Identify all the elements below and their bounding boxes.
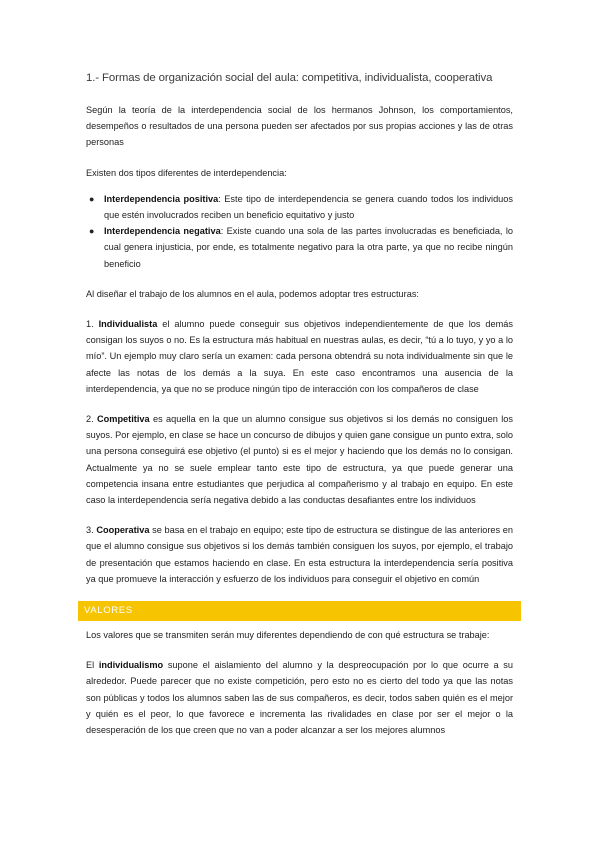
structure-text: el alumno puede conseguir sus objetivos independientemente de que los demás consigan los suyos o no. Es la estructura más habitual en nuestras aulas, es decir, “tú a lo tuyo, y yo a lo mío”. Un ejemplo muy claro sería un examen: cada persona obtendrá su nota individualmente sin que le afecte las notas de los demás a la suya. En este caso encontramos una ausencia de la interdependencia, ya que no se produce ningún tipo de interacción con los compañeros de clase	[86, 319, 513, 394]
structure-number: 1.	[86, 319, 99, 330]
section-heading: 1.- Formas de organización social del aula: competitiva, individualista, cooperativa	[86, 72, 493, 84]
desc-negative: : Existe cuando una sola de las partes involucradas es beneficiada, lo cual genera injusticia, por ende, es totalmente negativo para la otra parte, ya que no recibe ningún beneficio	[104, 226, 513, 269]
individualism-paragraph	[86, 657, 513, 738]
list-item	[86, 191, 513, 223]
structure-term: Individualista	[98, 319, 158, 330]
bullet-icon: ●	[89, 226, 95, 237]
individualism-lead: El	[86, 660, 99, 671]
individualism-term: individualismo	[98, 660, 164, 671]
structure-text: es aquella en la que un alumno consigue sus objetivos si los demás no consiguen los suyos. Por ejemplo, en clase se hace un concurso de dibujos y quien gane consigue un punto extra, solo una persona conseguirá ese objetivo (el punto) si es el mejor y haciendo que los demás no lo consigan. Actualmente ya no se suele emplear tanto este tipo de estructura, ya que puede generar una competencia insana entre estudiantes que perjudica al compañerismo y al trabajo en equipo. En este caso la interdependencia sería negativa debido a las conductas desafiantes entre los individuos	[86, 414, 513, 506]
individualism-text: supone el aislamiento del alumno y la despreocupación por lo que ocurre a su alrededor. Puede parecer que no existe competición, pero esto no es cierto del todo ya que las notas son públicas y todos los alumnos saben las de sus compañeros, es decir, todos saben quién es el mejor y quién es el peor, lo que favorece e incrementa las rivalidades en clase por ser el mejor o la desesperación de los que creen que no van a poder alcanzar a ser los mejores alumnos	[86, 660, 513, 736]
intro-paragraph: Según la teoría de la interdependencia social de los hermanos Johnson, los comportamientos, desempeños o resultados de una persona pueden ser afectados por sus propias acciones y las de otras personas	[86, 105, 513, 148]
term-positive: Interdependencia positiva	[104, 193, 219, 204]
types-intro: Existen dos tipos diferentes de interdependencia:	[86, 167, 287, 178]
structure-individualista	[86, 316, 513, 397]
structure-term: Competitiva	[97, 414, 150, 425]
structures-intro: Al diseñar el trabajo de los alumnos en el aula, podemos adoptar tres estructuras:	[86, 288, 419, 299]
structure-cooperativa	[86, 522, 513, 587]
list-item	[86, 223, 513, 272]
interdependence-list	[86, 191, 513, 272]
values-intro: Los valores que se transmiten serán muy diferentes dependiendo de con qué estructura se trabaje:	[86, 630, 490, 641]
structure-number: 3.	[86, 525, 97, 536]
term-negative: Interdependencia negativa	[104, 226, 221, 237]
desc-positive: : Este tipo de interdependencia se genera cuando todos los individuos que estén involucrados reciben un beneficio equitativo y justo	[104, 193, 513, 221]
values-band: VALORES	[78, 601, 521, 621]
structure-text: se basa en el trabajo en equipo; este tipo de estructura se distingue de las anteriores en que el alumno consigue sus objetivos si los demás también consiguen los suyos, por ejemplo, el trabajo de presentación que estamos haciendo en clase. En esta estructura la interdependencia sería positiva ya que promueve la interacción y esfuerzo de los individuos para conseguir el objetivo en común	[86, 525, 513, 584]
structure-number: 2.	[86, 414, 98, 425]
structure-term: Cooperativa	[96, 525, 150, 536]
bullet-icon: ●	[89, 193, 95, 204]
structure-competitiva	[86, 411, 513, 508]
